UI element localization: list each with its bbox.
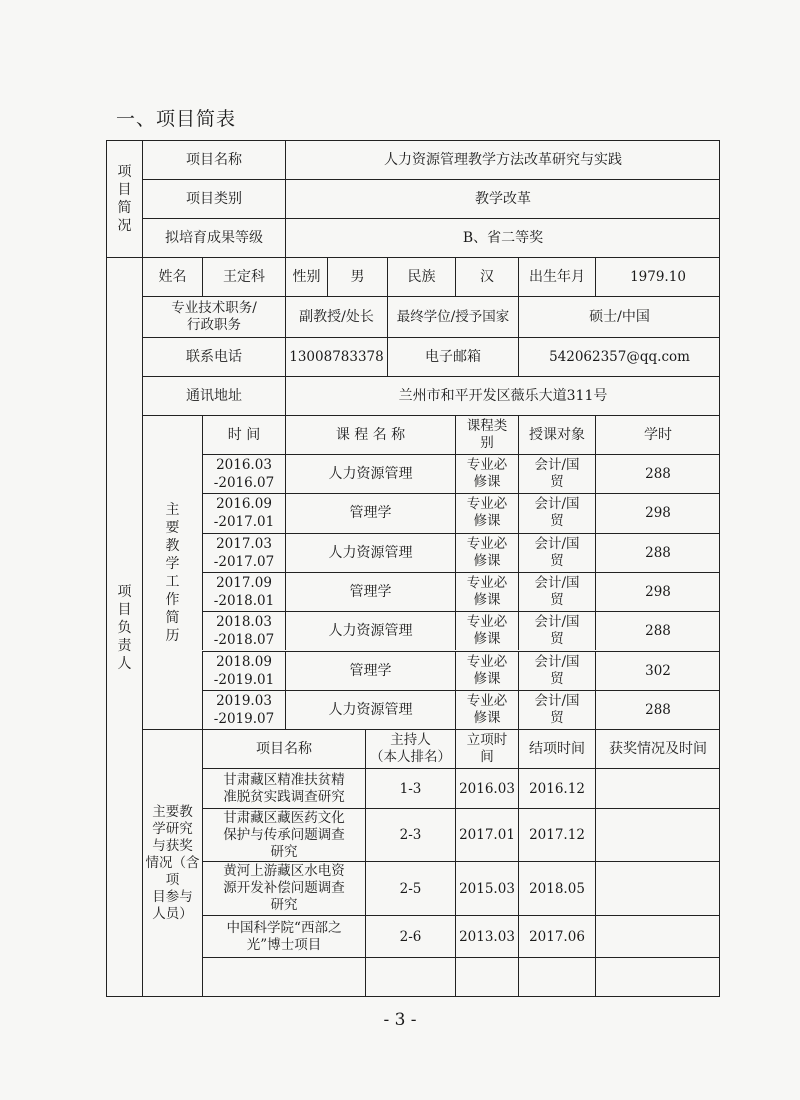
research-section-label: 主要教 学研究 与获奖 情况（含项 目参与 人员） — [142, 729, 202, 997]
research-header-end: 结项时间 — [518, 729, 595, 768]
gender-value: 男 — [327, 257, 387, 296]
teaching-row-hours: 288 — [595, 611, 720, 650]
teaching-row-time: 2017.09 -2018.01 — [202, 572, 285, 611]
research-header-start: 立项时 间 — [455, 729, 518, 768]
gender-label: 性别 — [285, 257, 327, 296]
teaching-row-course: 人力资源管理 — [285, 454, 455, 493]
research-row-host: 2-6 — [365, 915, 455, 957]
teaching-row-time: 2018.03 -2018.07 — [202, 611, 285, 650]
research-row-end: 2017.06 — [518, 915, 595, 957]
teaching-row-time: 2019.03 -2019.07 — [202, 690, 285, 729]
research-row-host: 2-3 — [365, 808, 455, 861]
research-header-name: 项目名称 — [202, 729, 365, 768]
email-label: 电子邮箱 — [387, 337, 518, 376]
research-row-host: 1-3 — [365, 768, 455, 808]
research-row-host: 2-5 — [365, 861, 455, 915]
teaching-row-time: 2016.03 -2016.07 — [202, 454, 285, 493]
research-row-award — [595, 808, 720, 861]
teaching-row-audience: 会计/国 贸 — [518, 572, 595, 611]
achievement-grade-label: 拟培育成果等级 — [142, 218, 285, 257]
degree-value: 硕士/中国 — [518, 296, 720, 337]
teaching-row-course: 人力资源管理 — [285, 533, 455, 572]
teaching-row-time: 2018.09 -2019.01 — [202, 651, 285, 690]
teaching-row-hours: 298 — [595, 493, 720, 532]
teaching-row-audience: 会计/国 贸 — [518, 533, 595, 572]
birth-value: 1979.10 — [595, 257, 720, 296]
teaching-row-type: 专业必 修课 — [455, 651, 518, 690]
research-row-name: 黄河上游藏区水电资 源开发补偿问题调查 研究 — [202, 861, 365, 915]
research-row-end: 2018.05 — [518, 861, 595, 915]
teaching-header-audience: 授课对象 — [518, 415, 595, 454]
title-label: 专业技术职务/ 行政职务 — [142, 296, 285, 337]
name-label: 姓名 — [142, 257, 202, 296]
research-row-start: 2015.03 — [455, 861, 518, 915]
ethnicity-label: 民族 — [387, 257, 455, 296]
research-header-award: 获奖情况及时间 — [595, 729, 720, 768]
address-label: 通讯地址 — [142, 376, 285, 415]
teaching-row-type: 专业必 修课 — [455, 533, 518, 572]
leader-section-label: 项 目 负 责 人 — [106, 257, 142, 997]
teaching-row-type: 专业必 修课 — [455, 572, 518, 611]
name-value: 王定科 — [202, 257, 285, 296]
achievement-grade-value: B、省二等奖 — [285, 218, 720, 257]
teaching-row-course: 人力资源管理 — [285, 611, 455, 650]
title-value: 副教授/处长 — [285, 296, 387, 337]
address-value: 兰州市和平开发区薇乐大道311号 — [285, 376, 720, 415]
teaching-row-course: 管理学 — [285, 651, 455, 690]
teaching-row-hours: 288 — [595, 454, 720, 493]
section-title: 一、项目简表 — [116, 108, 237, 130]
teaching-header-hours: 学时 — [595, 415, 720, 454]
email-value: 542062357@qq.com — [518, 337, 720, 376]
teaching-row-hours: 288 — [595, 690, 720, 729]
research-row-end — [518, 957, 595, 997]
phone-value: 13008783378 — [285, 337, 387, 376]
research-row-start: 2017.01 — [455, 808, 518, 861]
teaching-row-course: 管理学 — [285, 493, 455, 532]
teaching-row-audience: 会计/国 贸 — [518, 651, 595, 690]
teaching-row-time: 2016.09 -2017.01 — [202, 493, 285, 532]
teaching-row-course: 管理学 — [285, 572, 455, 611]
research-row-name — [202, 957, 365, 997]
teaching-row-type: 专业必 修课 — [455, 690, 518, 729]
teaching-row-hours: 298 — [595, 572, 720, 611]
research-row-start — [455, 957, 518, 997]
teaching-row-audience: 会计/国 贸 — [518, 690, 595, 729]
ethnicity-value: 汉 — [455, 257, 518, 296]
teaching-row-hours: 288 — [595, 533, 720, 572]
teaching-row-type: 专业必 修课 — [455, 454, 518, 493]
page-number: - 3 - — [383, 1010, 417, 1030]
teaching-header-type: 课程类 别 — [455, 415, 518, 454]
teaching-row-type: 专业必 修课 — [455, 611, 518, 650]
project-category-value: 教学改革 — [285, 179, 720, 218]
research-row-start: 2016.03 — [455, 768, 518, 808]
project-name-value: 人力资源管理教学方法改革研究与实践 — [285, 140, 720, 179]
research-row-start: 2013.03 — [455, 915, 518, 957]
teaching-header-course: 课 程 名 称 — [285, 415, 455, 454]
teaching-header-time: 时 间 — [202, 415, 285, 454]
teaching-section-label: 主 要 教 学 工 作 简 历 — [142, 415, 202, 729]
research-row-name: 甘肃藏区精准扶贫精 准脱贫实践调查研究 — [202, 768, 365, 808]
research-row-name: 中国科学院“西部之 光”博士项目 — [202, 915, 365, 957]
project-category-label: 项目类别 — [142, 179, 285, 218]
research-row-host — [365, 957, 455, 997]
research-row-award — [595, 768, 720, 808]
teaching-row-time: 2017.03 -2017.07 — [202, 533, 285, 572]
birth-label: 出生年月 — [518, 257, 595, 296]
teaching-row-audience: 会计/国 贸 — [518, 454, 595, 493]
research-row-award — [595, 915, 720, 957]
research-row-award — [595, 957, 720, 997]
teaching-row-type: 专业必 修课 — [455, 493, 518, 532]
research-row-award — [595, 861, 720, 915]
teaching-row-course: 人力资源管理 — [285, 690, 455, 729]
research-row-name: 甘肃藏区藏医药文化 保护与传承问题调查 研究 — [202, 808, 365, 861]
teaching-row-hours: 302 — [595, 651, 720, 690]
research-row-end: 2017.12 — [518, 808, 595, 861]
research-header-host: 主持人 （本人排名） — [365, 729, 455, 768]
teaching-row-audience: 会计/国 贸 — [518, 611, 595, 650]
project-name-label: 项目名称 — [142, 140, 285, 179]
phone-label: 联系电话 — [142, 337, 285, 376]
teaching-row-audience: 会计/国 贸 — [518, 493, 595, 532]
degree-label: 最终学位/授予国家 — [387, 296, 518, 337]
overview-section-label: 项 目 简 况 — [106, 140, 142, 257]
research-row-end: 2016.12 — [518, 768, 595, 808]
